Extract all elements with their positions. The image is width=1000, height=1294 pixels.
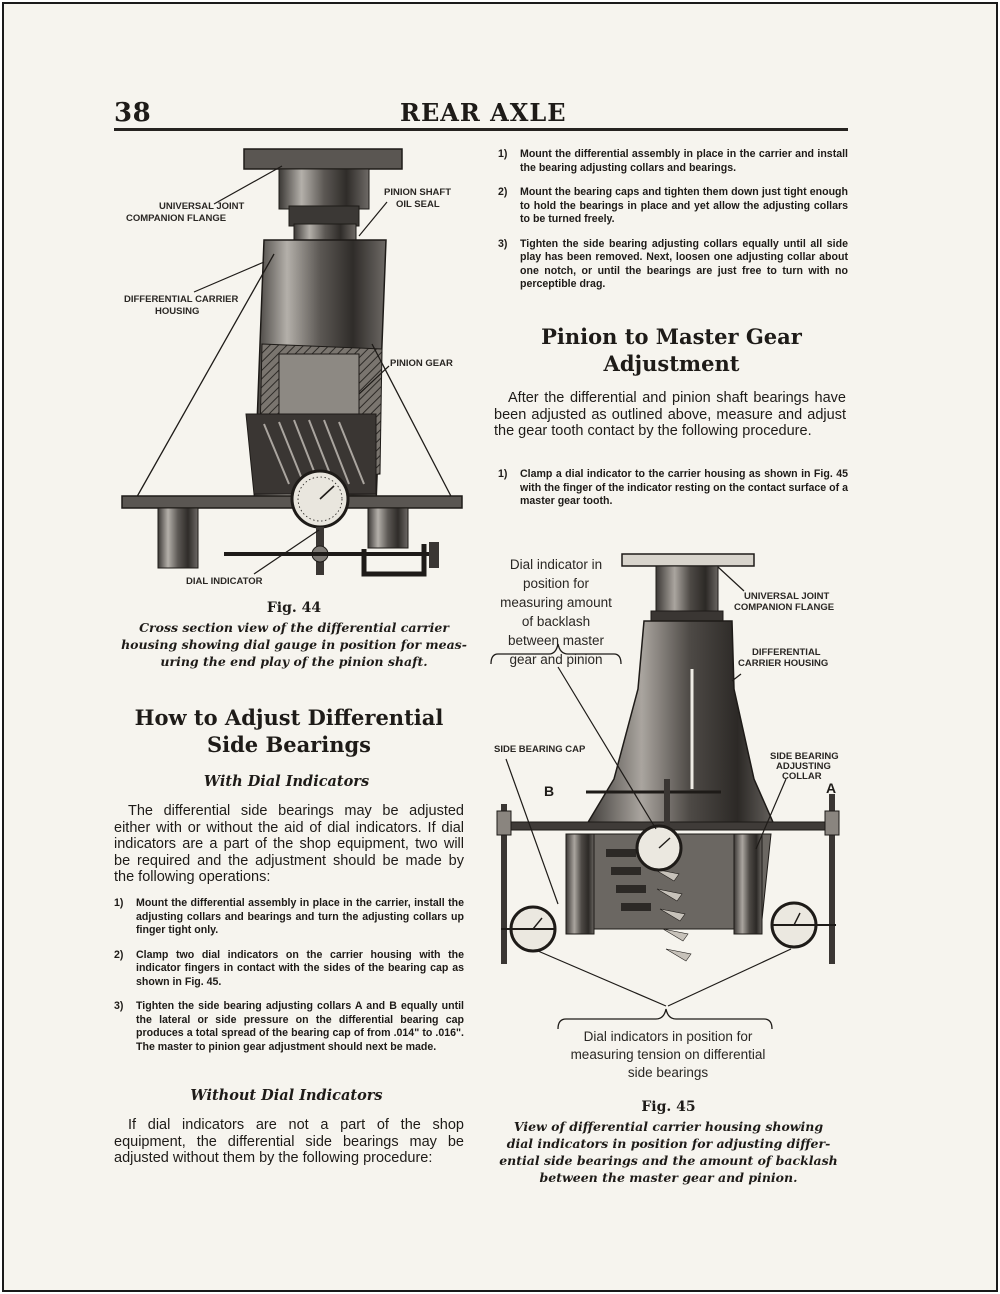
heading-line: Adjustment [603, 351, 740, 376]
callout-top-line6: gear and pinion [509, 652, 603, 667]
side-bearings-intro: The differential side bearings may be adjusted either with or without the aid of dial indicators. If dial indicators are a part of the shop equipment, two will be required and the adjustment should be made by the following operations: [114, 803, 464, 885]
label-adjusting-collar-line1: SIDE BEARING [770, 751, 839, 762]
subheading-without-dial-indicators: Without Dial Indicators [190, 1087, 383, 1104]
label-side-bearing-cap: SIDE BEARING CAP [494, 744, 586, 755]
heading-line: How to Adjust Differential [134, 705, 444, 730]
heading-pinion-master-gear [494, 323, 849, 377]
callout-bottom-line3: side bearings [627, 1065, 709, 1080]
label-pinion-gear: PINION GEAR [390, 358, 453, 369]
without-dial-intro: If dial indicators are not a part of the shop equipment, the differential side bearings may be adjusted without them by the following procedure: [114, 1117, 464, 1166]
caption-line: dial indicators in position for adjusting differ- [506, 1136, 831, 1151]
caption-line: Cross section view of the differential carrier [139, 620, 449, 635]
callout-top-line1: Dial indicator in [509, 557, 603, 572]
figure-44-caption [114, 619, 474, 670]
callout-bottom-line1: Dial indicators in position for [583, 1029, 753, 1044]
label-letter-b: B [544, 783, 555, 799]
step-item: 1) Mount the differential assembly in place in the carrier, install the adjusting collars and bearings and turn the adjusting collars up finger tight only. [114, 897, 464, 936]
heading-line: Side Bearings [206, 732, 372, 757]
label-universal-joint-line2: COMPANION FLANGE [734, 602, 835, 613]
label-letter-a: A [826, 780, 837, 796]
subheading-with-dial-indicators: With Dial Indicators [203, 773, 370, 790]
figure-44-illustration [114, 144, 474, 594]
page-number: 38 [114, 98, 152, 128]
callout-top-line4: of backlash [521, 614, 591, 629]
figure-44-title: Fig. 44 [266, 600, 322, 616]
label-dial-indicator: DIAL INDICATOR [186, 576, 263, 587]
step-item: 2) Clamp two dial indicators on the carrier housing with the indicator fingers in contact with the sides of the bearing cap as shown in Fig. 45. [114, 948, 464, 988]
step-item: 3) Tighten the side bearing adjusting collars equally until all side play has been removed. Next, loosen one adjusting collar about one notch, or until the bearings are just free to turn with no perceptible drag. [498, 237, 848, 290]
caption-line: ential side bearings and the amount of backlash [499, 1153, 838, 1168]
label-adjusting-collar-line2: ADJUSTING [776, 761, 831, 772]
label-pinion-seal-line2: OIL SEAL [396, 199, 440, 210]
figure-45-illustration [486, 549, 856, 1089]
pinion-steps [498, 468, 848, 520]
figure-45-caption [486, 1118, 851, 1186]
label-adjusting-collar-line3: COLLAR [782, 771, 822, 782]
caption-line: View of differential carrier housing showing [513, 1119, 824, 1134]
caption-line: between the master gear and pinion. [539, 1170, 798, 1185]
label-carrier-housing-line2: HOUSING [155, 306, 200, 317]
callout-bottom-line2: measuring tension on differential [570, 1047, 766, 1062]
step-item: 1) Mount the differential assembly in place in the carrier and install the bearing adjusting collars and bearings. [498, 148, 848, 174]
step-item: 1) Clamp a dial indicator to the carrier housing as shown in Fig. 45 with the finger of the indicator resting on the contact surface of a master gear tooth. [498, 468, 848, 507]
figure-45-title: Fig. 45 [641, 1099, 696, 1115]
label-universal-joint-line1: UNIVERSAL JOINT [159, 201, 245, 212]
label-universal-joint-line2: COMPANION FLANGE [126, 213, 227, 224]
heading-line: Pinion to Master Gear [541, 324, 802, 349]
label-carrier-housing-line1: DIFFERENTIAL [752, 647, 821, 658]
caption-line: housing showing dial gauge in position for meas- [121, 637, 467, 652]
header-rule [114, 128, 848, 131]
callout-top-line3: measuring amount [500, 595, 612, 610]
step-item: 2) Mount the bearing caps and tighten them down just tight enough to hold the bearings in place and yet allow the adjusting collars to be turned freely. [498, 186, 848, 225]
callout-top-line2: position for [522, 576, 590, 591]
carrier-mount-steps [498, 148, 848, 303]
manual-page [2, 2, 998, 1292]
label-carrier-housing-line2: CARRIER HOUSING [738, 658, 829, 669]
caption-line: uring the end play of the pinion shaft. [160, 654, 428, 669]
pinion-intro: After the differential and pinion shaft bearings have been adjusted as outlined above, measure and adjust the gear tooth contact by the following procedure. [494, 390, 846, 439]
running-head: REAR AXLE [400, 98, 567, 127]
label-pinion-seal-line1: PINION SHAFT [384, 187, 452, 198]
label-universal-joint-line1: UNIVERSAL JOINT [744, 591, 830, 602]
callout-top-line5: between master [507, 633, 605, 648]
step-item: 3) Tighten the side bearing adjusting collars A and B equally until the lateral or side pressure on the differential bearing cap produces a total spread of the bearing cap of from .014" to .016". The master to pinion gear adjustment should next be made. [114, 1000, 464, 1053]
side-bearings-steps [114, 897, 464, 1065]
label-carrier-housing-line1: DIFFERENTIAL CARRIER [124, 294, 239, 305]
heading-side-bearings [104, 704, 474, 758]
